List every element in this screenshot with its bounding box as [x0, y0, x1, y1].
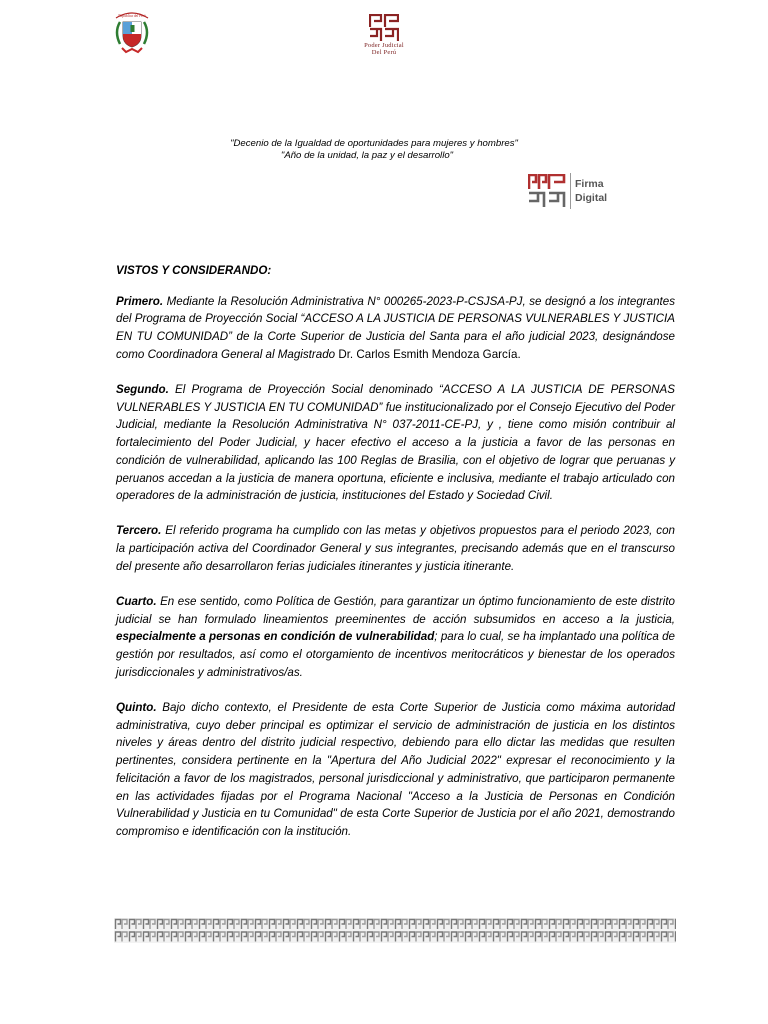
paragraph-quinto	[116, 699, 675, 841]
section-heading: VISTOS Y CONSIDERANDO:	[116, 264, 272, 277]
institution-line-2: Del Perú	[371, 49, 397, 56]
paragraph-lead: Quinto.	[116, 701, 157, 715]
paragraph-lead: Primero.	[116, 294, 164, 308]
poder-judicial-logo	[352, 14, 416, 56]
paragraph-text: ; para lo cual, se ha implantado una política de gestión por resultados, así como el otorgamiento de incentivos meritocráticos y bienestar de los operados jurisdiccionales y administrativos/as.	[116, 630, 675, 679]
paragraph-segundo	[116, 381, 675, 505]
decenio-line-1: "Decenio de la Igualdad de oportunidades para mujeres y hombres"	[230, 138, 518, 149]
paragraph-cuarto	[116, 593, 675, 682]
paragraph-tercero	[116, 522, 675, 575]
firma-digital-badge	[528, 172, 607, 210]
digital-word: Digital	[575, 192, 608, 204]
paragraph-text: El referido programa ha cumplido con las metas y objetivos propuestos para el periodo 2023, con la participación activa del Coordinador General y sus integrantes, precisando además que en el transcurso del presente año desarrollaron ferias judiciales itinerantes y justicia itinerante.	[116, 524, 675, 573]
paragraph-lead: Segundo.	[116, 383, 169, 397]
crest-caption: República del Perú	[118, 14, 146, 18]
paragraph-emphasis: especialmente a personas en condición de vulnerabilidad	[116, 630, 435, 644]
pj-emblem-icon	[369, 14, 399, 42]
paragraph-primero	[116, 293, 675, 364]
paragraph-text: Bajo dicho contexto, el Presidente de esta Corte Superior de Justicia como máxima autoridad administrativa, cuyo deber principal es optimizar el servicio de administración de justicia en los distintos niveles y áreas dentro del distrito judicial respectivo, debiendo para ello dictar las medidas que resulten pertinentes, considera pertinente en la "Apertura del Año Judicial 2022" expresar el reconocimiento y la felicitación a favor de los magistrados, personal jurisdiccional y administrativo, que participaron permanente en las actividades fijadas por el Programa Nacional "Acceso a la Justicia de Personas en Condición Vulnerabilidad y Justicia en tu Comunidad" de esta Corte Superior de Justicia por el año 2021, demostrando compromiso e identificación con la institución.	[116, 701, 675, 838]
magistrate-name: Dr. Carlos Esmith Mendoza García.	[338, 347, 521, 361]
badge-divider	[570, 173, 571, 209]
peru-coat-of-arms	[112, 10, 152, 56]
paragraph-text: El Programa de Proyección Social denominado “ACCESO A LA JUSTICIA DE PERSONAS VULNERABLES Y JUSTICIA EN TU COMUNIDAD” fue institucionalizado por el Consejo Ejecutivo del Poder Judicial, mediante la Resolución Administrativa N° 037-2011-CE-PJ, y , tiene como misión contribuir al fortalecimiento del Poder Judicial, y hacer efectivo el acceso a la justicia a favor de las personas en condición de vulnerabilidad, aplicando las 100 Reglas de Brasilia, con el objetivo de lograr que peruanas y peruanos accedan a la justicia de manera oportuna, eficiente e inclusiva, mediante el trabajo articulado con operadores de la administración de justicia, instituciones del Estado y Sociedad Civil.	[116, 383, 675, 503]
paragraph-lead: Tercero.	[116, 524, 162, 538]
decenio-line-2: "Año de la unidad, la paz y el desarrollo"	[280, 150, 454, 161]
paragraph-lead: Cuarto.	[116, 595, 157, 609]
paragraph-text: Mediante la Resolución Administrativa N° 000265-2023-P-CSJSA-PJ, se designó a los integrantes del Programa de Proyección Social “ACCESO A LA JUSTICIA DE PERSONAS VULNERABLES Y JUSTICIA EN TU COMUNIDAD” de la Corte Superior de Justicia del Santa para el año judicial 2023, designándose como Coordinadora General al Magistrado	[116, 294, 675, 361]
pj-signature-emblem-icon	[528, 174, 566, 208]
document-body	[116, 262, 675, 858]
institution-line-1: Poder Judicial	[364, 42, 404, 49]
paragraph-text: En ese sentido, como Política de Gestión, para garantizar un óptimo funcionamiento de este distrito judicial se han formulado lineamientos preeminentes de acción subsumidos en acceso a la justicia,	[116, 595, 675, 626]
decenio-header	[0, 138, 768, 162]
footer-pattern-band	[114, 918, 676, 943]
firma-word: Firma	[575, 178, 604, 190]
